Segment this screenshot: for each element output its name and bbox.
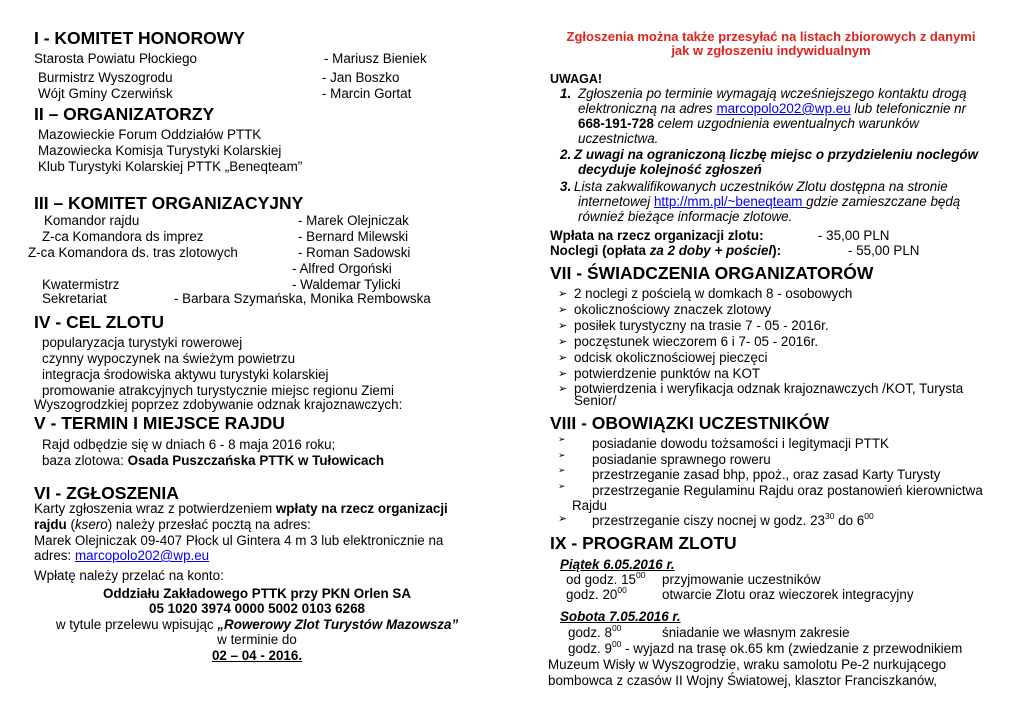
item-number: 1. bbox=[560, 86, 572, 101]
registration-line: Karty zgłoszenia wraz z potwierdzeniem wpłaty na rzecz organizacji bbox=[34, 501, 448, 516]
benefit-continued: Senior/ bbox=[574, 393, 617, 408]
fee-label: Noclegi (opłata za 2 doby + pościel): bbox=[550, 243, 782, 258]
arrow-bullet-icon: ➢ bbox=[558, 368, 568, 380]
schedule-activity: bombowca z czasów II Wojny Światowej, klasztor Franciszkanów, bbox=[548, 673, 937, 688]
benefit-item: odcisk okolicznościowej pieczęci bbox=[574, 350, 768, 365]
schedule-time: godz. $8^{00}$ bbox=[568, 623, 622, 640]
goal-line: popularyzacja turystyki rowerowej bbox=[42, 335, 243, 350]
website-link[interactable]: http://mm.pl/~beneqteam bbox=[653, 194, 807, 209]
arrow-bullet-icon: ➢ bbox=[558, 352, 568, 364]
arrow-bullet-icon: ➢ bbox=[558, 450, 566, 460]
schedule-activity: przyjmowanie uczestników bbox=[662, 572, 821, 587]
day-heading: Sobota 7.05.2016 r. bbox=[560, 609, 681, 624]
deadline-label: w terminie do bbox=[217, 632, 297, 647]
note-line: Lista zakwalifikowanych uczestników Zlotu dostępna na stronie bbox=[574, 179, 948, 194]
red-notice: Zgłoszenia można także przesyłać na listach zbiorowych z danymi bbox=[566, 29, 976, 44]
person-name: - Barbara Szymańska, Monika Rembowska bbox=[174, 291, 431, 306]
benefit-item: potwierdzenia i weryfikacja odznak krajoznawczych /KOT, Turysta bbox=[574, 381, 964, 396]
arrow-bullet-icon: ➢ bbox=[558, 320, 568, 332]
schedule-activity: otwarcie Zlotu oraz wieczorek integracyjny bbox=[662, 587, 914, 602]
bank-account: 05 1020 3974 0000 5002 0103 6268 bbox=[149, 601, 365, 616]
person-name: - Alfred Orgoński bbox=[292, 261, 392, 276]
section-8-title: VIII - OBOWIĄZKI UCZESTNIKÓW bbox=[550, 413, 830, 433]
rally-base: baza zlotowa: Osada Puszczańska PTTK w Tułowicach bbox=[42, 453, 385, 468]
benefit-item: okolicznościowy znaczek zlotowy bbox=[574, 302, 772, 317]
section-9-title: IX - PROGRAM ZLOTU bbox=[550, 533, 737, 553]
section-5-title: V - TERMIN I MIEJSCE RAJDU bbox=[34, 413, 285, 433]
role: Burmistrz Wyszogrodu bbox=[38, 70, 173, 85]
postal-address: Marek Olejniczak 09-407 Płock ul Gintera 4 m 3 lub elektronicznie na bbox=[34, 533, 444, 548]
arrow-bullet-icon: ➢ bbox=[558, 304, 568, 316]
person-name: - Marcin Gortat bbox=[322, 86, 412, 101]
schedule-activity: śniadanie we własnym zakresie bbox=[662, 625, 850, 640]
item-number: 2. bbox=[560, 147, 572, 162]
arrow-bullet-icon: ➢ bbox=[558, 383, 568, 395]
registration-line: rajdu (ksero) należy przesłać pocztą na adres: bbox=[34, 517, 311, 532]
item-number: 3. bbox=[560, 179, 572, 194]
arrow-bullet-icon: ➢ bbox=[558, 434, 566, 444]
note-line: 668-191-728 celem uzgodnienia ewentualnych warunków bbox=[578, 116, 919, 131]
person-name: - Bernard Milewski bbox=[298, 229, 409, 244]
schedule-activity: godz. $9^{00}$ - wyjazd na trasę ok.65 km (zwiedzanie z przewodnikiem bbox=[568, 639, 963, 656]
note-line: uczestnictwa. bbox=[578, 131, 659, 146]
role: Z-ca Komandora ds imprez bbox=[42, 229, 204, 244]
person-name: - Mariusz Bieniek bbox=[324, 51, 427, 66]
duty-item: posiadanie dowodu tożsamości i legitymacji PTTK bbox=[592, 436, 889, 451]
duty-item: przestrzeganie Regulaminu Rajdu oraz postanowień kierownictwa bbox=[592, 483, 983, 498]
section-4-title: IV - CEL ZLOTU bbox=[34, 312, 164, 332]
note-line: Z uwagi na ograniczoną liczbę miejsc o przydzieleniu noclegów bbox=[574, 147, 979, 162]
arrow-bullet-icon: ➢ bbox=[558, 288, 568, 300]
person-name: - Jan Boszko bbox=[322, 70, 400, 85]
section-2-title: II – ORGANIZATORZY bbox=[34, 104, 215, 124]
goal-line: promowanie atrakcyjnych turystycznie miejsc regionu Ziemi bbox=[42, 383, 395, 398]
red-notice: jak w zgłoszeniu indywidualnym bbox=[671, 43, 871, 58]
arrow-bullet-icon: ➢ bbox=[558, 336, 568, 348]
duty-item: posiadanie sprawnego roweru bbox=[592, 452, 771, 467]
person-name: - Roman Sadowski bbox=[298, 245, 411, 260]
duty-item: przestrzeganie zasad bhp, ppoż., oraz zasad Karty Turysty bbox=[592, 467, 941, 482]
arrow-bullet-icon: ➢ bbox=[558, 513, 568, 525]
section-3-title: III – KOMITET ORGANIZACYJNY bbox=[34, 193, 304, 213]
note-line: internetowej http://mm.pl/~beneqteam gdzie zamieszczane będą bbox=[578, 194, 961, 209]
section-1-title: I - KOMITET HONOROWY bbox=[34, 28, 245, 48]
person-name: - Waldemar Tylicki bbox=[292, 277, 401, 292]
schedule-activity: Muzeum Wisły w Wyszogrodzie, wraku samolotu Pe-2 nurkującego bbox=[548, 657, 947, 672]
fee-value: - 55,00 PLN bbox=[848, 243, 920, 258]
email-link[interactable]: marcopolo202@wp.eu bbox=[716, 101, 851, 116]
day-heading: Piątek 6.05.2016 r. bbox=[560, 557, 675, 572]
role: Wójt Gminy Czerwińsk bbox=[38, 86, 173, 101]
benefit-item: posiłek turystyczny na trasie 7 - 05 - 2016r. bbox=[574, 318, 829, 333]
arrow-bullet-icon: ➢ bbox=[558, 481, 566, 491]
rally-dates: Rajd odbędzie się w dniach 6 - 8 maja 2016 roku; bbox=[42, 437, 336, 452]
role: Kwatermistrz bbox=[42, 277, 120, 292]
role: Starosta Powiatu Płockiego bbox=[34, 51, 198, 66]
benefit-item: potwierdzenie punktów na KOT bbox=[574, 366, 761, 381]
goal-line: czynny wypoczynek na świeżym powietrzu bbox=[42, 351, 296, 366]
note-line: decyduje kolejność zgłoszeń bbox=[578, 162, 762, 177]
note-line: elektroniczną na adres marcopolo202@wp.eu lub telefonicznie nr bbox=[578, 101, 967, 116]
organizer-line: Mazowiecka Komisja Turystyki Kolarskiej bbox=[38, 143, 282, 158]
fee-value: - 35,00 PLN bbox=[818, 228, 890, 243]
benefit-item: poczęstunek wieczorem 6 i 7- 05 - 2016r. bbox=[574, 334, 819, 349]
goal-line: Wyszogrodzkiej poprzez zdobywanie odznak krajoznawczych: bbox=[34, 397, 403, 412]
email-line: adres: marcopolo202@wp.eu bbox=[34, 548, 210, 563]
email-link[interactable]: marcopolo202@wp.eu bbox=[74, 548, 210, 563]
deadline-date: 02 – 04 - 2016. bbox=[211, 648, 303, 663]
role: Komandor rajdu bbox=[44, 213, 140, 228]
role: Z-ca Komandora ds. tras zlotowych bbox=[28, 245, 238, 260]
note-line: również bieżące informacje zlotowe. bbox=[578, 209, 793, 224]
organizer-line: Klub Turystyki Kolarskiej PTTK „Beneqteam” bbox=[38, 159, 303, 174]
goal-line: integracja środowiska aktywu turystyki kolarskiej bbox=[42, 367, 329, 382]
section-7-title: VII - ŚWIADCZENIA ORGANIZATORÓW bbox=[550, 263, 874, 283]
benefit-item: 2 noclegi z pościelą w domkach 8 - osobowych bbox=[574, 286, 853, 301]
fee-label: Wpłata na rzecz organizacji zlotu: bbox=[550, 228, 764, 243]
transfer-line: Wpłatę należy przelać na konto: bbox=[34, 568, 224, 583]
organizer-line: Mazowieckie Forum Oddziałów PTTK bbox=[38, 127, 262, 142]
bank-name: Oddziału Zakładowego PTTK przy PKN Orlen SA bbox=[102, 586, 412, 601]
warning-label: UWAGA! bbox=[550, 72, 603, 86]
schedule-time: godz. $20^{00}$ bbox=[566, 585, 627, 602]
schedule-time: od godz. $15^{00}$ bbox=[566, 570, 646, 587]
note-line: Zgłoszenia po terminie wymagają wcześniejszego kontaktu drogą bbox=[578, 86, 967, 101]
section-6-title: VI - ZGŁOSZENIA bbox=[34, 483, 179, 503]
transfer-title: w tytule przelewu wpisując „Rowerowy Zlot Turystów Mazowsza” bbox=[55, 617, 459, 632]
role: Sekretariat bbox=[42, 291, 107, 306]
duty-item: przestrzeganie ciszy nocnej w godz. $23^{30}$ do $6^{00}$ bbox=[592, 511, 874, 528]
person-name: - Marek Olejniczak bbox=[298, 213, 409, 228]
arrow-bullet-icon: ➢ bbox=[558, 465, 566, 475]
duty-continued: Rajdu bbox=[572, 498, 607, 513]
